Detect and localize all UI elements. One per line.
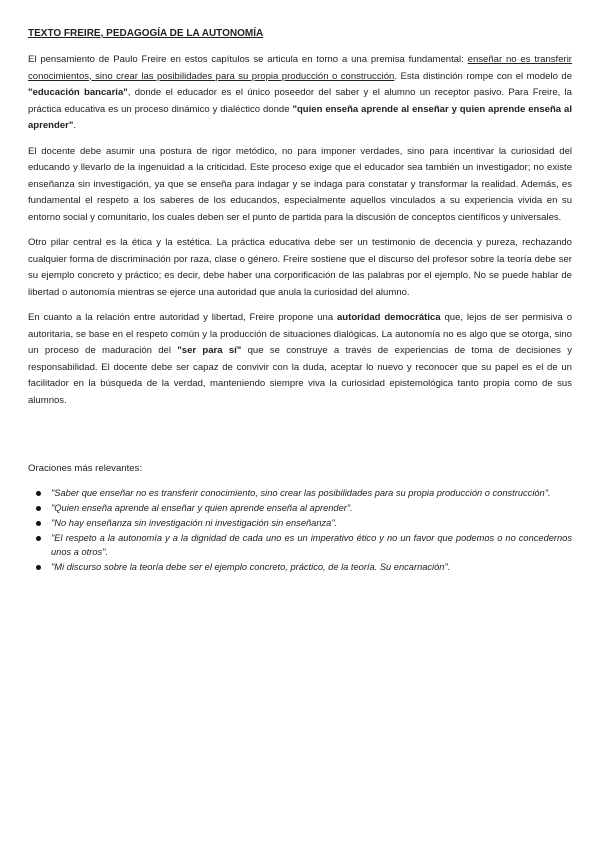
paragraph-2: El docente debe asumir una postura de rigor metódico, no para imponer verdades, sino para incentivar la curiosidad del educando y llevarlo de la ingenuidad a la criticidad. Este proceso exige que el educador sea también un investigador; no existe enseñanza sin investigación, ya que se enseña para indagar y se indaga para constatar y transformar la realidad. Además, es fundamental el respeto a los saberes de los educandos, especialmente aquellos vinculados a su experiencia vivida en su entorno social y comunitario, los cuales deben ser el punto de partida para la discusión de conceptos científicos y universales. — [28, 145, 572, 223]
quote-text: "El respeto a la autonomía y a la dignidad de cada uno es un imperativo ético y no un favor que podemos o no concedernos unos a otros". — [51, 532, 572, 558]
quote-text: "No hay enseñanza sin investigación ni investigación sin enseñanza". — [51, 517, 338, 528]
paragraph-4-bold-ser-para-si: "ser para sí" — [177, 345, 242, 356]
paragraph-1-text-a: El pensamiento de Paulo Freire en estos capítulos se articula en torno a una premisa fundamental: — [28, 54, 468, 65]
paragraph-1-bold-quote: "quien enseña aprende al enseñar y quien aprende enseña al aprender" — [28, 103, 572, 131]
paragraph-4-bold-autoridad-democratica: autoridad democrática — [337, 312, 441, 323]
quotes-list — [28, 486, 572, 574]
paragraph-1-text-c: , donde el educador es el único poseedor del saber y el alumno un receptor pasivo. Para Freire, la práctica educativa es un proceso dinámico y dialéctico donde — [28, 87, 572, 115]
quote-item — [36, 531, 572, 560]
quote-item — [36, 486, 572, 500]
quote-item — [36, 501, 572, 515]
paragraph-3: Otro pilar central es la ética y la estética. La práctica educativa debe ser un testimonio de decencia y pureza, rechazando cualquier forma de discriminación por raza, clase o género. Freire sostiene que el discurso del profesor sobre la teoría debe ser su ejemplo concreto y práctico; es decir, debe haber una corporificación de las palabras por el ejemplo. No se puede hablar de libertad o autonomía mientras se ejerce una autoridad que anula la curiosidad del alumno. — [28, 237, 572, 298]
quote-text: "Quien enseña aprende al enseñar y quien aprende enseña al aprender". — [51, 502, 353, 513]
paragraph-1-text-b: . Esta distinción rompe con el modelo de — [394, 70, 572, 82]
quote-text: "Saber que enseñar no es transferir conocimiento, sino crear las posibilidades para su propia producción o construcción". — [51, 488, 551, 498]
bullet-icon — [36, 536, 41, 541]
document-title: TEXTO FREIRE, PEDAGOGÍA DE LA AUTONOMÍA — [28, 28, 264, 39]
paragraph-1 — [28, 52, 572, 135]
paragraph-4 — [28, 310, 572, 409]
paragraph-1-underlined-premise: enseñar no es transferir conocimientos, sino crear las posibilidades para su propia producción o construcción — [28, 54, 572, 82]
paragraph-4-text-b: que, lejos de ser permisiva o autoritaria, se base en el respeto común y la producción de situaciones dialógicas. La autonomía no es algo que se otorga, sino un proceso de maduración del — [28, 312, 573, 356]
paragraph-1-bold-educacion-bancaria: "educación bancaria" — [28, 87, 128, 98]
bullet-icon — [36, 506, 41, 511]
quote-item — [36, 516, 572, 530]
quote-item — [36, 560, 572, 574]
paragraph-4-text-c: que se construye a través de experiencias de toma de decisiones y responsabilidad. El docente debe ser capaz de convivir con la duda, aceptar lo nuevo y reconocer que su papel es el de un facilitador en la búsqueda de la verdad, manteniendo siempre viva la curiosidad epistemológica tanto propia como de sus alumnos. — [28, 345, 573, 406]
quotes-heading: Oraciones más relevantes: — [28, 463, 143, 474]
quote-text: "Mi discurso sobre la teoría debe ser el ejemplo concreto, práctico, de la teoría. Su encarnación". — [51, 562, 451, 573]
paragraph-1-text-d: . — [73, 120, 77, 131]
bullet-icon — [36, 565, 41, 570]
paragraph-4-text-a: En cuanto a la relación entre autoridad y libertad, Freire propone una — [28, 312, 337, 323]
bullet-icon — [36, 491, 41, 496]
bullet-icon — [36, 521, 41, 526]
